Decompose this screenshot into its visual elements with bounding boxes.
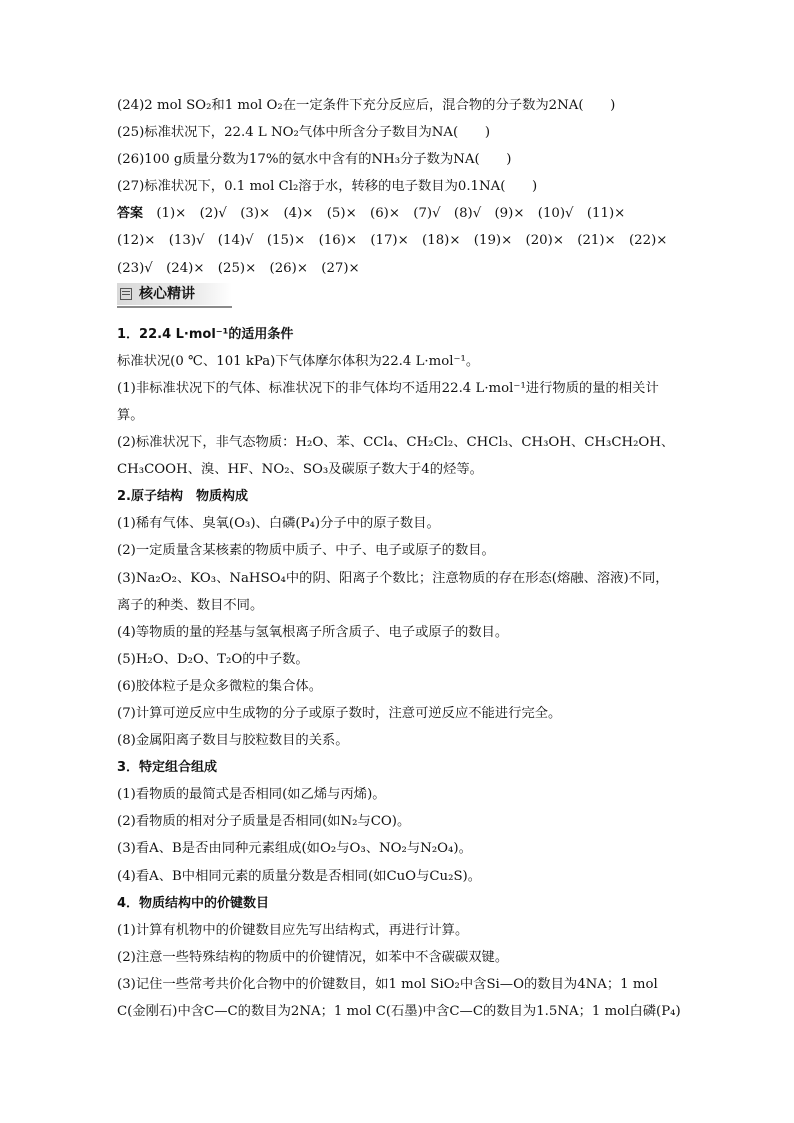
question-26: (26)100 g质量分数为17%的氨水中含有的NH₃分子数为NA( ) [117,152,512,168]
section-title: 核心精讲 [139,285,195,302]
topic-4-heading: 4．物质结构中的价键数目 [117,895,270,911]
topic-1-line: (2)标准状况下，非气态物质：H₂O、苯、CCl₄、CH₂Cl₂、CHCl₃、CH₃OH、CH₃CH₂OH、 [117,435,675,451]
topic-2-line: 离子的种类、数目不同。 [117,597,264,613]
topic-1-heading: 1．22.4 L·mol⁻¹的适用条件 [117,326,294,342]
question-25: (25)标准状况下，22.4 L NO₂气体中所含分子数目为NA( ) [117,125,491,141]
topic-2-heading: 2.原子结构 物质构成 [117,489,248,505]
answers-label: 答案 [117,206,144,222]
answers-row-3: (23)√ (24)× (25)× (26)× (27)× [117,260,360,276]
topic-2-line: (6)胶体粒子是众多微粒的集合体。 [117,678,322,694]
topic-4-line: C(金刚石)中含C—C的数目为2NA；1 mol C(石墨)中含C—C的数目为1.5NA；1 mol白磷(P₄) [117,1004,681,1019]
topic-2-line: (4)等物质的量的羟基与氢氧根离子所含质子、电子或原子的数目。 [117,624,509,640]
topic-1-line: CH₃COOH、溴、HF、NO₂、SO₃及碳原子数大于4的烃等。 [117,462,483,478]
question-27: (27)标准状况下，0.1 mol Cl₂溶于水，转移的电子数目为0.1NA( ) [117,179,538,195]
topic-2-line: (8)金属阳离子数目与胶粒数目的关系。 [117,733,349,749]
topic-3-heading: 3．特定组合组成 [117,760,218,776]
topic-3-line: (4)看A、B中相同元素的质量分数是否相同(如CuO与Cu₂S)。 [117,868,482,884]
topic-2-line: (7)计算可逆反应中生成物的分子或原子数时，注意可逆反应不能进行完全。 [117,705,562,721]
topic-2-line: (1)稀有气体、臭氧(O₃)、白磷(P₄)分子中的原子数目。 [117,516,440,532]
topic-3-line: (3)看A、B是否由同种元素组成(如O₂与O₃、NO₂与N₂O₄)。 [117,841,472,857]
topic-4-line: (3)记住一些常考共价化合物中的价键数目，如1 mol SiO₂中含Si—O的数目为4NA；1 mol [117,976,658,992]
question-24: (24)2 mol SO₂和1 mol O₂在一定条件下充分反应后，混合物的分子数为2NA( ) [117,98,616,113]
topic-3-line: (2)看物质的相对分子质量是否相同(如N₂与CO)。 [117,814,411,830]
list-icon [120,288,132,300]
answers-row-1: 答案 (1)× (2)√ (3)× (4)× (5)× (6)× (7)√ (8)√ (9)× (10)√ (11)× [117,206,626,222]
document-page [117,92,682,1025]
topic-2-line: (3)Na₂O₂、KO₃、NaHSO₄中的阴、阳离子个数比；注意物质的存在形态(熔融、溶液)不同， [117,570,669,586]
topic-4-line: (1)计算有机物中的价键数目应先写出结构式，再进行计算。 [117,922,469,938]
topic-1-line: 标准状况(0 ℃、101 kPa)下气体摩尔体积为22.4 L·mol⁻¹。 [117,353,480,369]
answers-row-2: (12)× (13)√ (14)√ (15)× (16)× (17)× (18)× (19)× (20)× (21)× (22)× [117,233,668,249]
topic-2-line: (5)H₂O、D₂O、T₂O的中子数。 [117,651,309,667]
topic-3-line: (1)看物质的最简式是否相同(如乙烯与丙烯)。 [117,787,386,803]
topic-4-line: (2)注意一些特殊结构的物质中的价键情况，如苯中不含碳碳双键。 [117,949,509,965]
section-header [117,283,682,309]
topic-1-line: (1)非标准状况下的气体、标准状况下的非气体均不适用22.4 L·mol⁻¹进行物质的量的相关计 [117,380,659,396]
topic-1-line: 算。 [117,407,144,423]
topic-2-line: (2)一定质量含某核素的物质中质子、中子、电子或原子的数目。 [117,543,495,559]
